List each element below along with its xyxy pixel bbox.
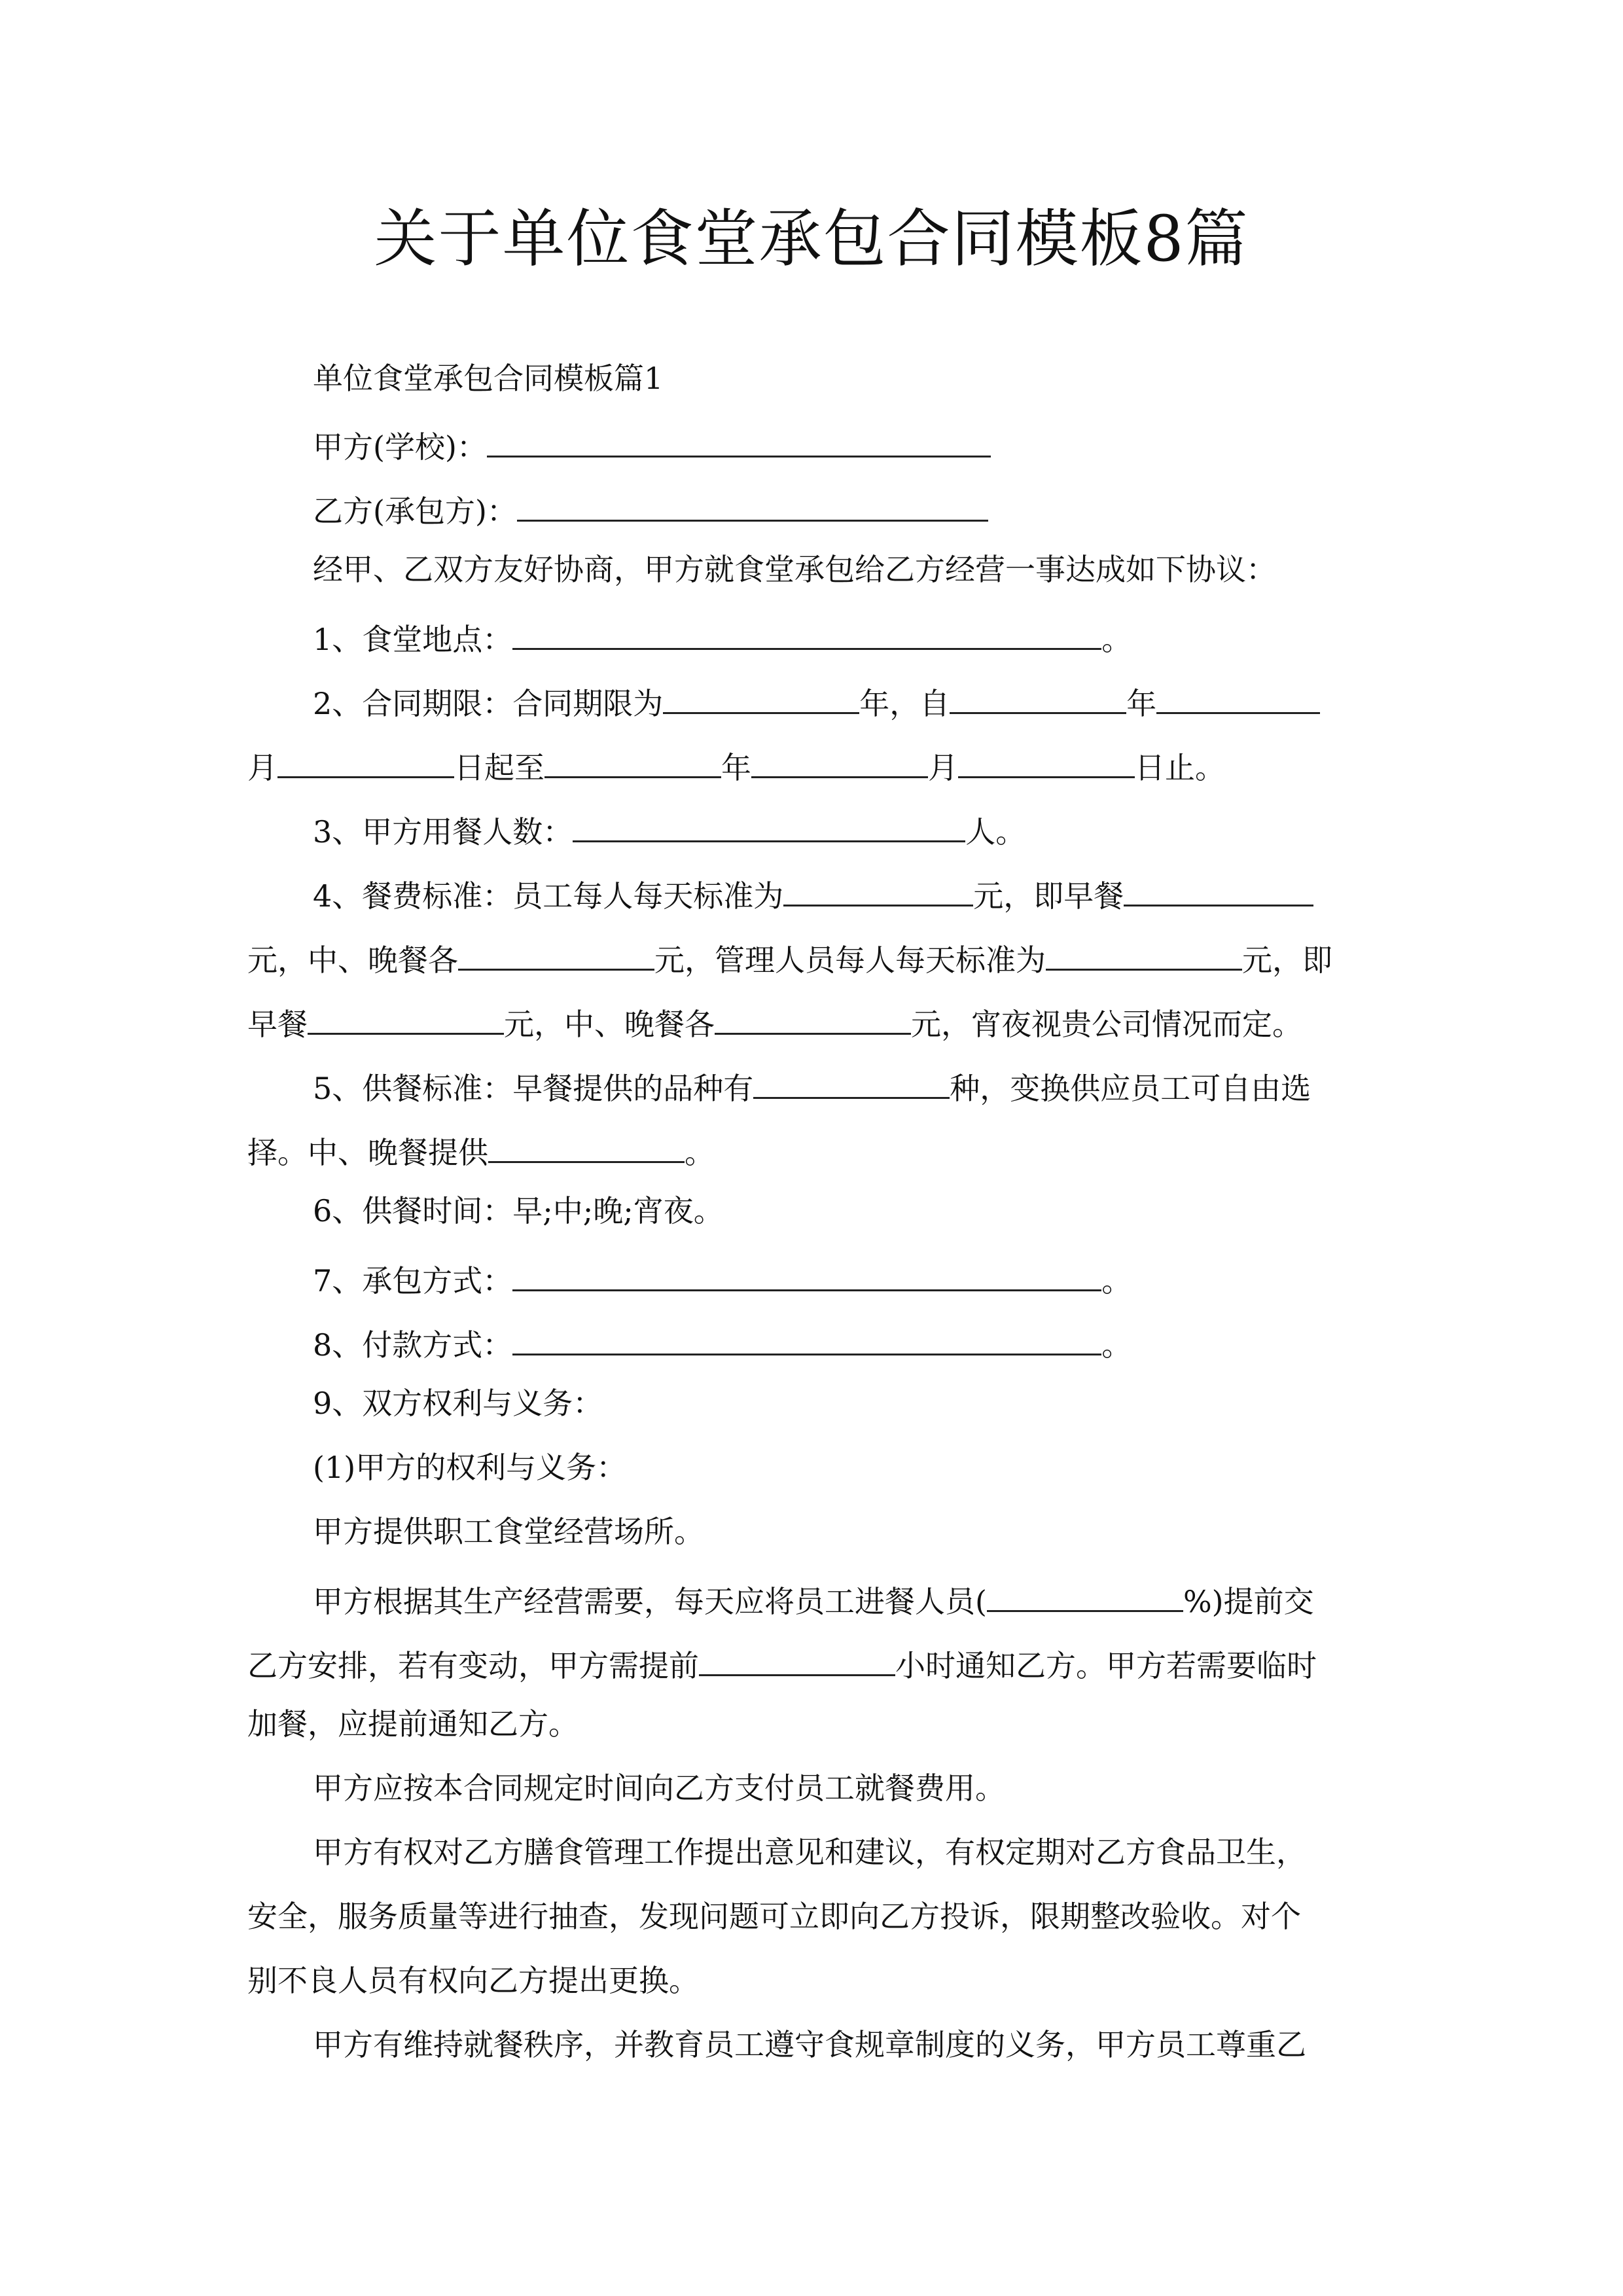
subclause-party-a [313,1448,1386,1487]
notice-hours-blank[interactable] [699,1640,895,1676]
line-text: 8、付款方式： [313,1327,513,1363]
clause-meal-supply [313,1063,1386,1108]
line-text: 元，管理人员每人每天标准为 [654,942,1046,978]
line-text: 1、食堂地点： [313,622,513,657]
paragraph-line [247,1897,1386,1936]
line-text: 加餐，应提前通知乙方。 [247,1706,579,1742]
line-text: 择。中、晚餐提供 [247,1135,488,1170]
line-text: 人。 [965,814,1026,850]
party-a-line [313,422,1386,467]
end-day-blank[interactable] [958,742,1135,778]
line-text: 。 [685,1135,715,1170]
start-year-blank[interactable] [950,678,1126,714]
document-title: 关于单位食堂承包合同模板8篇 [374,202,1249,276]
paragraph-line [313,1512,1386,1551]
staff-lunch-dinner-fee-blank[interactable] [458,935,654,971]
start-day-blank[interactable] [277,742,454,778]
line-text: 种，变换供应员工可自由选 [950,1071,1311,1106]
contract-method-blank[interactable] [512,1255,1101,1291]
line-text: 安全，服务质量等进行抽查，发现问题可立即向乙方投诉，限期整改验收。对个 [247,1899,1301,1934]
end-month-blank[interactable] [751,742,928,778]
party-b-line [313,486,1386,531]
line-text: 小时通知乙方。甲方若需要临时 [895,1648,1317,1683]
line-text: 4、餐费标准：员工每人每天标准为 [313,878,784,914]
diner-percentage-blank[interactable] [987,1576,1183,1612]
clause-term-continued [247,742,1386,787]
line-text: 经甲、乙双方友好协商，甲方就食堂承包给乙方经营一事达成如下协议： [313,552,1276,587]
manager-daily-fee-blank[interactable] [1046,935,1242,971]
diners-count-blank[interactable] [573,806,965,842]
line-text: 乙方安排，若有变动，甲方需提前 [247,1648,699,1683]
party-a-blank[interactable] [487,422,991,457]
clause-term [313,678,1386,723]
clause-diners [313,806,1386,852]
end-year-blank[interactable] [544,742,721,778]
paragraph-line [313,1576,1386,1621]
line-text: 别不良人员有权向乙方提出更换。 [247,1963,699,1998]
line-text: 甲方应按本合同规定时间向乙方支付员工就餐费用。 [313,1770,1005,1806]
paragraph-line [313,1833,1386,1872]
line-text: 乙方(承包方)： [313,493,517,529]
line-text: 元，中、晚餐各 [504,1007,715,1042]
line-text: 月 [247,750,277,785]
clause-meal-time [313,1191,1386,1230]
line-text: 6、供餐时间：早;中;晚;宵夜。 [313,1193,724,1229]
line-text: 甲方有权对乙方膳食管理工作提出意见和建议，有权定期对乙方食品卫生， [313,1835,1306,1870]
party-b-blank[interactable] [517,486,988,522]
line-text: 5、供餐标准：早餐提供的品种有 [313,1071,754,1106]
line-text: 3、甲方用餐人数： [313,814,573,850]
section-heading [313,359,1386,398]
line-text: 元，宵夜视贵公司情况而定。 [911,1007,1302,1042]
paragraph-line [313,2025,1386,2064]
clause-meal-supply-continued [247,1127,1386,1172]
line-text: 年 [1126,686,1157,721]
paragraph-line [313,1768,1386,1808]
line-text: 9、双方权利与义务： [313,1386,603,1421]
line-text: 2、合同期限：合同期限为 [313,686,664,721]
line-text: 元，中、晚餐各 [247,942,458,978]
line-text: 日起至 [454,750,544,785]
breakfast-varieties-blank[interactable] [753,1063,950,1099]
line-text: 单位食堂承包合同模板篇1 [313,361,664,396]
line-text: 甲方提供职工食堂经营场所。 [313,1514,704,1549]
line-text: 。 [1101,622,1132,657]
paragraph-line [247,1640,1386,1685]
paragraph-line [313,550,1386,589]
lunch-dinner-supply-blank[interactable] [488,1127,685,1163]
payment-method-blank[interactable] [512,1319,1101,1355]
clause-rights [313,1384,1386,1423]
clause-meal-fee-continued [247,935,1386,980]
line-text: 元，即 [1242,942,1332,978]
clause-meal-fee [313,870,1386,916]
staff-breakfast-fee-blank[interactable] [1124,870,1313,906]
line-text: 日止。 [1135,750,1225,785]
line-text: %)提前交 [1183,1584,1314,1619]
line-text: 。 [1101,1327,1132,1363]
clause-payment-method [313,1319,1386,1365]
line-text: 月 [928,750,958,785]
line-text: 。 [1101,1263,1132,1299]
staff-daily-fee-blank[interactable] [783,870,973,906]
start-month-blank[interactable] [1156,678,1320,714]
paragraph-line [247,1704,1386,1744]
paragraph-line [247,1961,1386,2000]
line-text: 年，自 [859,686,950,721]
line-text: 甲方根据其生产经营需要，每天应将员工进餐人员( [313,1584,987,1619]
line-text: (1)甲方的权利与义务： [313,1450,627,1485]
location-blank[interactable] [512,614,1101,650]
line-text: 元，即早餐 [973,878,1124,914]
clause-meal-fee-continued [247,999,1386,1044]
line-text: 7、承包方式： [313,1263,513,1299]
line-text: 甲方有维持就餐秩序，并教育员工遵守食规章制度的义务，甲方员工尊重乙 [313,2027,1306,2062]
manager-breakfast-fee-blank[interactable] [308,999,504,1035]
manager-lunch-dinner-fee-blank[interactable] [715,999,911,1035]
clause-contract-method [313,1255,1386,1300]
line-text: 早餐 [247,1007,308,1042]
clause-location [313,614,1386,659]
line-text: 年 [721,750,751,785]
line-text: 甲方(学校)： [313,429,487,465]
term-years-blank[interactable] [663,678,859,714]
